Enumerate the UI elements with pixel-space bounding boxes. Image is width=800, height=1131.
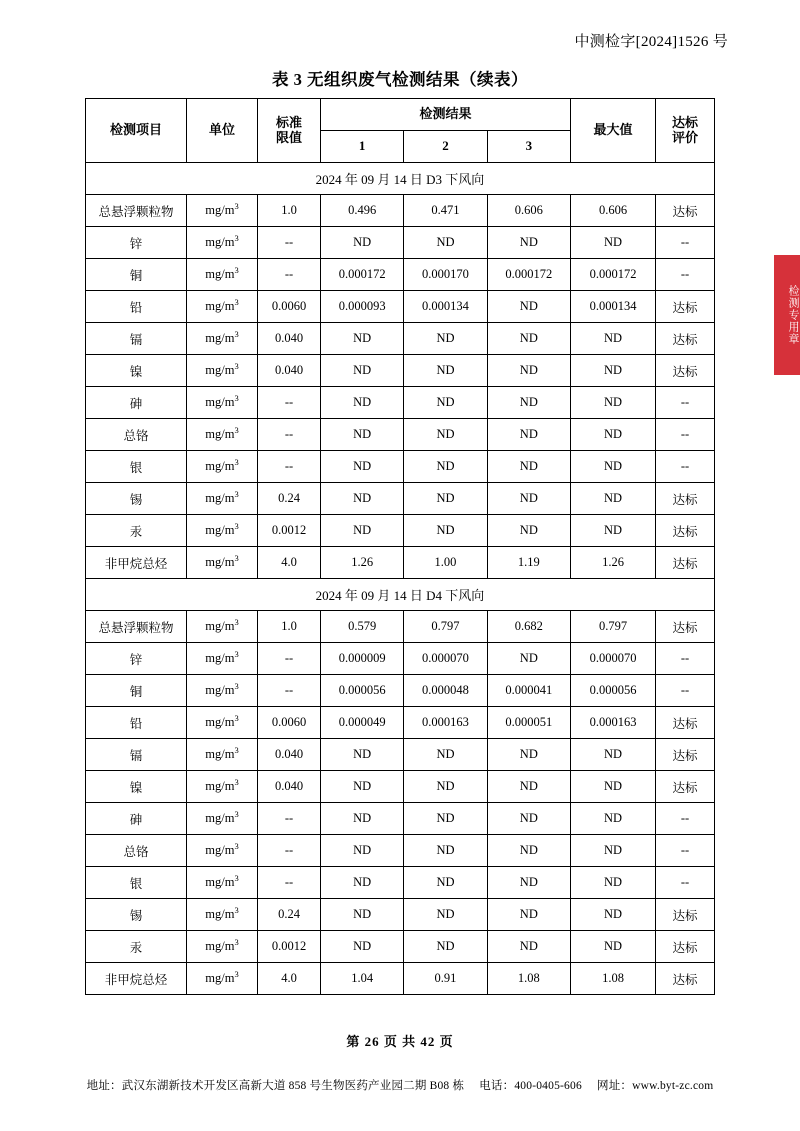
unit-exponent: 3 — [234, 232, 239, 243]
cell-item: 铅 — [86, 291, 187, 323]
cell-item: 砷 — [86, 803, 187, 835]
unit-text: mg/m — [205, 747, 235, 761]
cell-limit: 0.040 — [258, 739, 321, 771]
header-limit-line2: 限值 — [275, 129, 302, 145]
cell-unit — [187, 547, 258, 579]
table-row — [86, 899, 715, 931]
cell-max: 0.000056 — [571, 675, 656, 707]
cell-max: 0.000163 — [571, 707, 656, 739]
cell-result-1: ND — [321, 355, 404, 387]
table-row — [86, 323, 715, 355]
unit-text: mg/m — [205, 235, 235, 249]
table-row — [86, 931, 715, 963]
cell-result-2: ND — [404, 867, 487, 899]
cell-limit: -- — [258, 867, 321, 899]
cell-eval: 达标 — [656, 611, 715, 643]
cell-result-2: ND — [404, 899, 487, 931]
cell-limit: 0.040 — [258, 771, 321, 803]
cell-result-3: 0.682 — [487, 611, 570, 643]
cell-item: 总铬 — [86, 419, 187, 451]
cell-max: ND — [571, 771, 656, 803]
cell-result-2: ND — [404, 419, 487, 451]
table-row — [86, 259, 715, 291]
table-row — [86, 483, 715, 515]
cell-eval: -- — [656, 867, 715, 899]
table-row — [86, 227, 715, 259]
table-title: 表 3 无组织废气检测结果（续表） — [272, 70, 528, 89]
cell-eval: -- — [656, 387, 715, 419]
cell-result-1: ND — [321, 899, 404, 931]
unit-exponent: 3 — [234, 680, 239, 691]
cell-unit — [187, 899, 258, 931]
cell-item: 铅 — [86, 707, 187, 739]
cell-result-3: ND — [487, 355, 570, 387]
unit-exponent: 3 — [234, 968, 239, 979]
cell-unit — [187, 739, 258, 771]
cell-unit — [187, 451, 258, 483]
table-header — [86, 99, 715, 163]
cell-result-1: 0.000009 — [321, 643, 404, 675]
cell-result-2: ND — [404, 771, 487, 803]
cell-item: 锡 — [86, 483, 187, 515]
cell-unit — [187, 771, 258, 803]
cell-result-1: 0.000093 — [321, 291, 404, 323]
header-result-3: 3 — [487, 131, 570, 163]
header-unit: 单位 — [187, 99, 258, 163]
cell-result-2: ND — [404, 323, 487, 355]
cell-limit: -- — [258, 259, 321, 291]
header-result-2: 2 — [404, 131, 487, 163]
table-row — [86, 707, 715, 739]
cell-max: 0.797 — [571, 611, 656, 643]
cell-item: 砷 — [86, 387, 187, 419]
unit-exponent: 3 — [234, 872, 239, 883]
cell-result-2: ND — [404, 387, 487, 419]
cell-unit — [187, 643, 258, 675]
unit-exponent: 3 — [234, 744, 239, 755]
cell-item: 银 — [86, 451, 187, 483]
table-row — [86, 419, 715, 451]
cell-result-2: ND — [404, 355, 487, 387]
cell-eval: -- — [656, 259, 715, 291]
cell-max: 0.000134 — [571, 291, 656, 323]
cell-result-3: ND — [487, 867, 570, 899]
table-row — [86, 867, 715, 899]
cell-item: 铜 — [86, 675, 187, 707]
unit-text: mg/m — [205, 363, 235, 377]
footer-website: 网址：www.byt-zc.com — [597, 1080, 714, 1092]
cell-max: ND — [571, 355, 656, 387]
cell-result-3: ND — [487, 739, 570, 771]
cell-result-1: ND — [321, 515, 404, 547]
cell-result-2: ND — [404, 483, 487, 515]
cell-unit — [187, 835, 258, 867]
cell-item: 镍 — [86, 771, 187, 803]
unit-text: mg/m — [205, 427, 235, 441]
cell-result-3: ND — [487, 227, 570, 259]
seal-stamp: 检测专用章 — [774, 255, 800, 375]
table-row — [86, 963, 715, 995]
cell-unit — [187, 611, 258, 643]
table-row — [86, 771, 715, 803]
table-row — [86, 515, 715, 547]
table-row — [86, 387, 715, 419]
cell-unit — [187, 707, 258, 739]
cell-unit — [187, 867, 258, 899]
cell-result-3: 1.19 — [487, 547, 570, 579]
cell-result-2: 0.91 — [404, 963, 487, 995]
group-caption: 2024 年 09 月 14 日 D3 下风向 — [86, 163, 715, 195]
cell-max: ND — [571, 803, 656, 835]
cell-max: ND — [571, 483, 656, 515]
cell-limit: 0.0012 — [258, 515, 321, 547]
cell-limit: -- — [258, 419, 321, 451]
cell-limit: 1.0 — [258, 611, 321, 643]
table-row — [86, 611, 715, 643]
unit-exponent: 3 — [234, 296, 239, 307]
cell-limit: 0.0012 — [258, 931, 321, 963]
table-row — [86, 803, 715, 835]
cell-limit: -- — [258, 675, 321, 707]
cell-eval: -- — [656, 835, 715, 867]
cell-item: 镉 — [86, 739, 187, 771]
header-eval — [656, 99, 715, 163]
cell-result-3: ND — [487, 451, 570, 483]
cell-result-1: ND — [321, 867, 404, 899]
cell-limit: 0.040 — [258, 355, 321, 387]
cell-unit — [187, 419, 258, 451]
unit-text: mg/m — [205, 619, 235, 633]
cell-result-1: ND — [321, 387, 404, 419]
cell-max: ND — [571, 867, 656, 899]
cell-unit — [187, 675, 258, 707]
cell-eval: 达标 — [656, 931, 715, 963]
cell-limit: 0.24 — [258, 899, 321, 931]
cell-result-2: ND — [404, 515, 487, 547]
unit-text: mg/m — [205, 971, 235, 985]
cell-max: 0.000172 — [571, 259, 656, 291]
cell-max: ND — [571, 931, 656, 963]
cell-max: ND — [571, 515, 656, 547]
header-max: 最大值 — [571, 99, 656, 163]
table-row — [86, 739, 715, 771]
cell-eval: 达标 — [656, 483, 715, 515]
unit-text: mg/m — [205, 939, 235, 953]
header-eval-line2: 评价 — [671, 129, 698, 145]
table-body — [86, 163, 715, 995]
cell-unit — [187, 963, 258, 995]
cell-limit: 4.0 — [258, 963, 321, 995]
unit-exponent: 3 — [234, 520, 239, 531]
unit-exponent: 3 — [234, 360, 239, 371]
header-limit-line1: 标准 — [275, 114, 302, 130]
unit-exponent: 3 — [234, 648, 239, 659]
group-caption-row — [86, 163, 715, 195]
unit-text: mg/m — [205, 651, 235, 665]
cell-result-3: ND — [487, 323, 570, 355]
unit-exponent: 3 — [234, 264, 239, 275]
unit-exponent: 3 — [234, 328, 239, 339]
cell-result-3: ND — [487, 515, 570, 547]
cell-result-3: ND — [487, 291, 570, 323]
cell-result-1: 1.04 — [321, 963, 404, 995]
header-result-1: 1 — [321, 131, 404, 163]
cell-max: 0.000070 — [571, 643, 656, 675]
unit-text: mg/m — [205, 395, 235, 409]
cell-item: 总铬 — [86, 835, 187, 867]
cell-limit: 0.24 — [258, 483, 321, 515]
cell-result-2: ND — [404, 931, 487, 963]
cell-eval: 达标 — [656, 771, 715, 803]
cell-max: ND — [571, 835, 656, 867]
header-item: 检测项目 — [86, 99, 187, 163]
cell-eval: 达标 — [656, 547, 715, 579]
unit-exponent: 3 — [234, 456, 239, 467]
unit-text: mg/m — [205, 811, 235, 825]
cell-unit — [187, 483, 258, 515]
cell-limit: -- — [258, 227, 321, 259]
cell-result-3: ND — [487, 931, 570, 963]
cell-result-3: ND — [487, 387, 570, 419]
unit-exponent: 3 — [234, 616, 239, 627]
cell-item: 汞 — [86, 515, 187, 547]
cell-result-1: ND — [321, 419, 404, 451]
cell-limit: 1.0 — [258, 195, 321, 227]
cell-eval: 达标 — [656, 323, 715, 355]
cell-result-3: ND — [487, 483, 570, 515]
cell-result-1: ND — [321, 771, 404, 803]
table-row — [86, 195, 715, 227]
cell-eval: 达标 — [656, 355, 715, 387]
cell-limit: 0.040 — [258, 323, 321, 355]
cell-item: 镉 — [86, 323, 187, 355]
table-row — [86, 675, 715, 707]
unit-exponent: 3 — [234, 904, 239, 915]
cell-unit — [187, 803, 258, 835]
unit-exponent: 3 — [234, 488, 239, 499]
footer-address: 地址：武汉东湖新技术开发区高新大道 858 号生物医药产业园二期 B08 栋 — [86, 1080, 465, 1092]
cell-unit — [187, 323, 258, 355]
cell-unit — [187, 227, 258, 259]
cell-result-2: 0.000048 — [404, 675, 487, 707]
cell-max: ND — [571, 899, 656, 931]
cell-limit: 4.0 — [258, 547, 321, 579]
cell-item: 锌 — [86, 643, 187, 675]
cell-result-2: 0.000070 — [404, 643, 487, 675]
table-row — [86, 355, 715, 387]
cell-result-1: 0.496 — [321, 195, 404, 227]
cell-item: 总悬浮颗粒物 — [86, 611, 187, 643]
cell-result-2: 0.797 — [404, 611, 487, 643]
unit-text: mg/m — [205, 331, 235, 345]
cell-limit: -- — [258, 451, 321, 483]
cell-limit: -- — [258, 835, 321, 867]
cell-result-1: 1.26 — [321, 547, 404, 579]
cell-result-1: 0.579 — [321, 611, 404, 643]
cell-result-2: 0.471 — [404, 195, 487, 227]
cell-unit — [187, 291, 258, 323]
cell-result-1: ND — [321, 323, 404, 355]
cell-item: 银 — [86, 867, 187, 899]
cell-limit: -- — [258, 803, 321, 835]
cell-item: 锡 — [86, 899, 187, 931]
table-row — [86, 291, 715, 323]
cell-eval: -- — [656, 643, 715, 675]
group-caption-row — [86, 579, 715, 611]
unit-text: mg/m — [205, 779, 235, 793]
cell-result-3: 0.000051 — [487, 707, 570, 739]
footer-contact — [0, 1077, 800, 1093]
cell-result-2: ND — [404, 739, 487, 771]
cell-result-1: ND — [321, 803, 404, 835]
cell-eval: 达标 — [656, 739, 715, 771]
cell-result-3: ND — [487, 643, 570, 675]
report-code: 中测检字[2024]1526 号 — [574, 34, 728, 50]
table-row — [86, 835, 715, 867]
results-table — [85, 98, 715, 995]
cell-unit — [187, 355, 258, 387]
unit-exponent: 3 — [234, 552, 239, 563]
cell-max: ND — [571, 419, 656, 451]
page-number: 第 26 页 共 42 页 — [346, 1034, 454, 1049]
unit-exponent: 3 — [234, 712, 239, 723]
cell-max: 1.26 — [571, 547, 656, 579]
cell-result-2: 0.000170 — [404, 259, 487, 291]
cell-max: ND — [571, 739, 656, 771]
cell-eval: 达标 — [656, 963, 715, 995]
table-row — [86, 451, 715, 483]
cell-limit: -- — [258, 643, 321, 675]
cell-result-1: ND — [321, 931, 404, 963]
cell-result-2: ND — [404, 227, 487, 259]
unit-exponent: 3 — [234, 392, 239, 403]
cell-result-3: 0.000041 — [487, 675, 570, 707]
unit-exponent: 3 — [234, 776, 239, 787]
cell-result-1: ND — [321, 451, 404, 483]
unit-text: mg/m — [205, 715, 235, 729]
cell-result-2: ND — [404, 451, 487, 483]
cell-item: 总悬浮颗粒物 — [86, 195, 187, 227]
unit-text: mg/m — [205, 523, 235, 537]
unit-text: mg/m — [205, 875, 235, 889]
cell-eval: -- — [656, 451, 715, 483]
cell-result-3: ND — [487, 835, 570, 867]
cell-limit: 0.0060 — [258, 291, 321, 323]
cell-result-1: ND — [321, 227, 404, 259]
cell-item: 镍 — [86, 355, 187, 387]
cell-item: 汞 — [86, 931, 187, 963]
cell-eval: 达标 — [656, 291, 715, 323]
footer-phone: 电话：400-0405-606 — [479, 1080, 582, 1092]
cell-max: 0.606 — [571, 195, 656, 227]
cell-max: 1.08 — [571, 963, 656, 995]
group-caption: 2024 年 09 月 14 日 D4 下风向 — [86, 579, 715, 611]
cell-result-1: 0.000049 — [321, 707, 404, 739]
header-results: 检测结果 — [321, 99, 571, 131]
cell-max: ND — [571, 227, 656, 259]
cell-result-3: 0.000172 — [487, 259, 570, 291]
header-limit — [258, 99, 321, 163]
cell-item: 非甲烷总烃 — [86, 547, 187, 579]
cell-result-3: ND — [487, 771, 570, 803]
header-eval-line1: 达标 — [671, 114, 698, 130]
cell-eval: -- — [656, 803, 715, 835]
cell-eval: 达标 — [656, 899, 715, 931]
cell-eval: 达标 — [656, 195, 715, 227]
unit-text: mg/m — [205, 491, 235, 505]
unit-exponent: 3 — [234, 424, 239, 435]
table-row — [86, 547, 715, 579]
unit-text: mg/m — [205, 267, 235, 281]
cell-result-3: ND — [487, 419, 570, 451]
cell-limit: 0.0060 — [258, 707, 321, 739]
unit-exponent: 3 — [234, 808, 239, 819]
unit-exponent: 3 — [234, 200, 239, 211]
cell-result-1: ND — [321, 483, 404, 515]
cell-result-2: 0.000163 — [404, 707, 487, 739]
cell-eval: 达标 — [656, 707, 715, 739]
unit-text: mg/m — [205, 555, 235, 569]
unit-text: mg/m — [205, 907, 235, 921]
cell-result-3: ND — [487, 899, 570, 931]
cell-unit — [187, 387, 258, 419]
table-row — [86, 643, 715, 675]
cell-result-3: 1.08 — [487, 963, 570, 995]
cell-result-1: 0.000172 — [321, 259, 404, 291]
unit-exponent: 3 — [234, 840, 239, 851]
cell-eval: -- — [656, 675, 715, 707]
unit-text: mg/m — [205, 299, 235, 313]
cell-max: ND — [571, 387, 656, 419]
unit-exponent: 3 — [234, 936, 239, 947]
cell-unit — [187, 931, 258, 963]
cell-result-3: 0.606 — [487, 195, 570, 227]
cell-result-1: ND — [321, 835, 404, 867]
cell-result-1: 0.000056 — [321, 675, 404, 707]
cell-max: ND — [571, 451, 656, 483]
cell-result-2: 1.00 — [404, 547, 487, 579]
cell-eval: -- — [656, 227, 715, 259]
header-row-1 — [86, 99, 715, 131]
unit-text: mg/m — [205, 843, 235, 857]
cell-result-2: ND — [404, 803, 487, 835]
cell-eval: -- — [656, 419, 715, 451]
cell-result-2: 0.000134 — [404, 291, 487, 323]
cell-result-2: ND — [404, 835, 487, 867]
cell-unit — [187, 259, 258, 291]
cell-item: 铜 — [86, 259, 187, 291]
cell-result-3: ND — [487, 803, 570, 835]
cell-item: 非甲烷总烃 — [86, 963, 187, 995]
unit-text: mg/m — [205, 459, 235, 473]
cell-result-1: ND — [321, 739, 404, 771]
cell-item: 锌 — [86, 227, 187, 259]
cell-limit: -- — [258, 387, 321, 419]
cell-max: ND — [571, 323, 656, 355]
cell-eval: 达标 — [656, 515, 715, 547]
unit-text: mg/m — [205, 203, 235, 217]
cell-unit — [187, 195, 258, 227]
cell-unit — [187, 515, 258, 547]
unit-text: mg/m — [205, 683, 235, 697]
